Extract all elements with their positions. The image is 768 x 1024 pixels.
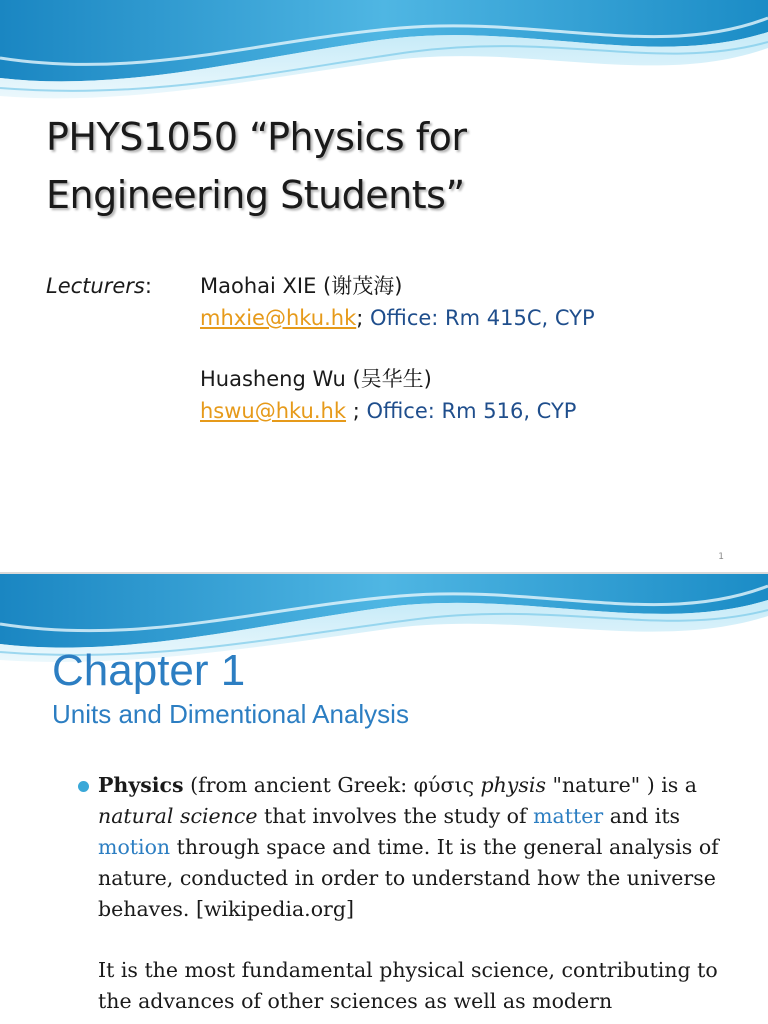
chapter-title: Chapter 1 (52, 646, 246, 695)
lecturer-2-separator: ; (346, 399, 360, 423)
lecturer-1-email-link[interactable]: mhxie@hku.hk (200, 306, 357, 330)
lecturer-1-name: Maohai XIE (谢茂海) (200, 274, 403, 298)
lecturer-1-contact (200, 302, 595, 334)
lecturer-2-email-link[interactable]: hswu@hku.hk (200, 399, 347, 423)
paragraph-2: It is the most fundamental physical science, contributing to the advances of other sciences as well as modern (98, 958, 718, 1013)
lecturer-1-separator: ; (356, 306, 364, 330)
link-motion[interactable]: motion (98, 835, 171, 859)
chapter-subtitle: Units and Dimentional Analysis (52, 699, 409, 729)
body-text (98, 770, 738, 1017)
lecturers-label: Lecturers (46, 274, 145, 298)
slide-title (46, 108, 726, 224)
lecturer-2 (200, 363, 576, 427)
p1-text-5: through space and time. It is the general analysis of nature, conducted in order to understand how the universe behaves. [wikipedia.org] (98, 835, 719, 921)
lecturers-label-wrap (46, 270, 152, 302)
term-natural-science: natural science (98, 804, 258, 828)
p1-text-2: "nature" ) is a (546, 773, 698, 797)
lecturer-2-office: Office: Rm 516, CYP (366, 399, 577, 423)
header-wave-decoration (0, 0, 768, 110)
lecturer-2-contact (200, 395, 576, 427)
lecturers-colon: : (144, 274, 152, 298)
paragraph-1 (98, 770, 738, 925)
lecturer-1 (200, 270, 595, 334)
bullet-icon (78, 781, 89, 792)
p1-text-1: (from ancient Greek: φύσις (183, 773, 481, 797)
page-number: 1 (718, 552, 724, 562)
lecturer-1-office: Office: Rm 415C, CYP (370, 306, 595, 330)
link-matter[interactable]: matter (533, 804, 604, 828)
slide-2 (0, 574, 768, 1024)
term-physics: Physics (98, 773, 184, 797)
term-physis: physis (480, 773, 546, 797)
p1-text-4: and its (603, 804, 681, 828)
p1-text-3: that involves the study of (257, 804, 534, 828)
title-line-2: Engineering Students” (46, 173, 465, 217)
lecturer-2-name: Huasheng Wu (吴华生) (200, 367, 432, 391)
title-line-1: PHYS1050 “Physics for (46, 115, 467, 159)
